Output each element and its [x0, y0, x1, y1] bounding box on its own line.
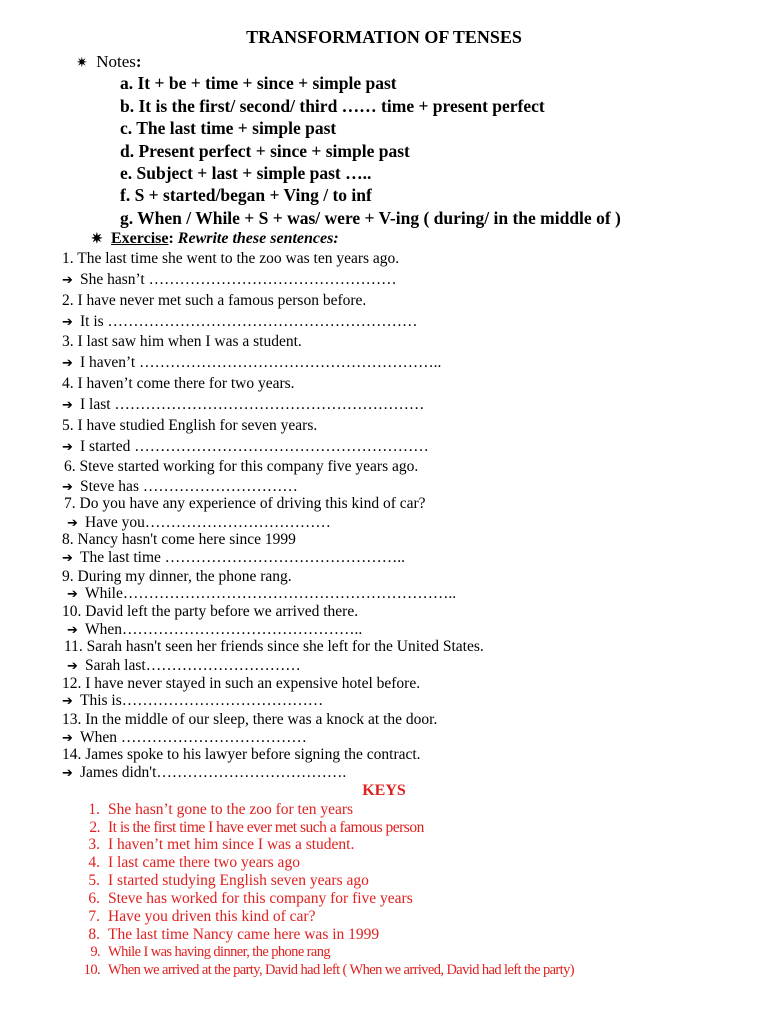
key-item-8: 8. The last time Nancy came here was in 1999 — [88, 926, 380, 943]
right-arrow-icon: ➔ — [62, 766, 73, 781]
key-item-10: 10. When we arrived at the party, David had left ( When we arrived, David had left the party) — [83, 962, 574, 978]
exercise-answer-2: ➔ It is …………………………………………………… — [62, 313, 418, 330]
notes-label: Notes — [96, 52, 136, 71]
exercise-answer-7: ➔ Have you……………………………… — [67, 514, 331, 531]
exercise-answer-6: ➔ Steve has ………………………… — [62, 478, 298, 495]
exercise-answer-4: ➔ I last …………………………………………………… — [62, 396, 425, 413]
exercise-question-4: 4. I haven’t come there for two years. — [62, 375, 295, 392]
exercise-question-1: 1. The last time she went to the zoo was ten years ago. — [62, 250, 400, 267]
note-e: e. Subject + last + simple past ….. — [120, 163, 372, 183]
note-g: g. When / While + S + was/ were + V-ing ( during/ in the middle of ) — [120, 208, 621, 228]
exercise-question-11: 11. Sarah hasn't seen her friends since she left for the United States. — [64, 638, 484, 655]
right-arrow-icon: ➔ — [62, 731, 73, 746]
right-arrow-icon: ➔ — [67, 659, 78, 674]
exercise-question-7: 7. Do you have any experience of driving this kind of car? — [64, 495, 426, 512]
note-c: c. The last time + simple past — [120, 118, 337, 138]
exercise-question-14: 14. James spoke to his lawyer before signing the contract. — [62, 746, 421, 763]
key-item-6: 6. Steve has worked for this company for five years — [88, 890, 413, 907]
exercise-answer-14: ➔ James didn't………………………………. — [62, 764, 347, 781]
notes-heading: ✷ Notes: — [76, 52, 142, 71]
key-item-7: 7. Have you driven this kind of car? — [88, 908, 316, 925]
exercise-question-6: 6. Steve started working for this company five years ago. — [64, 458, 419, 475]
exercise-answer-8: ➔ The last time ……………………………………….. — [62, 549, 406, 566]
exercise-heading: ✷ Exercise: Rewrite these sentences: — [91, 230, 339, 247]
keys-title: KEYS — [362, 782, 406, 799]
exercise-question-5: 5. I have studied English for seven years. — [62, 417, 318, 434]
key-item-4: 4. I last came there two years ago — [88, 854, 300, 871]
exercise-question-10: 10. David left the party before we arrived there. — [62, 603, 359, 620]
exercise-label: Exercise — [111, 230, 169, 247]
exercise-question-3: 3. I last saw him when I was a student. — [62, 333, 302, 350]
exercise-answer-5: ➔ I started ………………………………………………… — [62, 438, 429, 455]
key-item-1: 1. She hasn’t gone to the zoo for ten years — [88, 801, 354, 818]
exercise-answer-10: ➔ When……………………………………….. — [67, 621, 363, 638]
exercise-answer-13: ➔ When ……………………………… — [62, 729, 307, 746]
note-b: b. It is the first/ second/ third …… time + present perfect — [120, 96, 545, 116]
right-arrow-icon: ➔ — [62, 480, 73, 495]
right-arrow-icon: ➔ — [67, 516, 78, 531]
right-arrow-icon: ➔ — [62, 440, 73, 455]
exercise-instruction: Rewrite these sentences: — [177, 230, 339, 247]
note-a: a. It + be + time + since + simple past — [120, 73, 397, 93]
right-arrow-icon: ➔ — [62, 315, 73, 330]
right-arrow-icon: ➔ — [62, 398, 73, 413]
exercise-answer-12: ➔ This is………………………………… — [62, 692, 324, 709]
star-bullet-icon: ✷ — [91, 232, 103, 247]
star-bullet-icon: ✷ — [76, 56, 88, 71]
key-item-3: 3. I haven’t met him since I was a student. — [88, 836, 355, 853]
exercise-answer-1: ➔ She hasn’t ………………………………………… — [62, 271, 397, 288]
exercise-question-8: 8. Nancy hasn't come here since 1999 — [62, 531, 296, 548]
exercise-answer-11: ➔ Sarah last………………………… — [67, 657, 301, 674]
exercise-question-13: 13. In the middle of our sleep, there was a knock at the door. — [62, 711, 438, 728]
right-arrow-icon: ➔ — [62, 694, 73, 709]
right-arrow-icon: ➔ — [62, 273, 73, 288]
exercise-answer-9: ➔ While……………………………………………………….. — [67, 585, 457, 602]
right-arrow-icon: ➔ — [67, 623, 78, 638]
right-arrow-icon: ➔ — [67, 587, 78, 602]
right-arrow-icon: ➔ — [62, 356, 73, 371]
exercise-answer-3: ➔ I haven’t ………………………………………………….. — [62, 354, 442, 371]
exercise-question-12: 12. I have never stayed in such an expensive hotel before. — [62, 675, 421, 692]
page-title: TRANSFORMATION OF TENSES — [246, 27, 522, 47]
note-f: f. S + started/began + Ving / to inf — [120, 185, 372, 205]
key-item-5: 5. I started studying English seven years ago — [88, 872, 369, 889]
exercise-question-2: 2. I have never met such a famous person before. — [62, 292, 367, 309]
exercise-question-9: 9. During my dinner, the phone rang. — [62, 568, 292, 585]
key-item-9: 9. While I was having dinner, the phone rang — [90, 944, 331, 960]
key-item-2: 2. It is the first time I have ever met such a famous person — [89, 819, 424, 836]
right-arrow-icon: ➔ — [62, 551, 73, 566]
note-d: d. Present perfect + since + simple past — [120, 141, 410, 161]
